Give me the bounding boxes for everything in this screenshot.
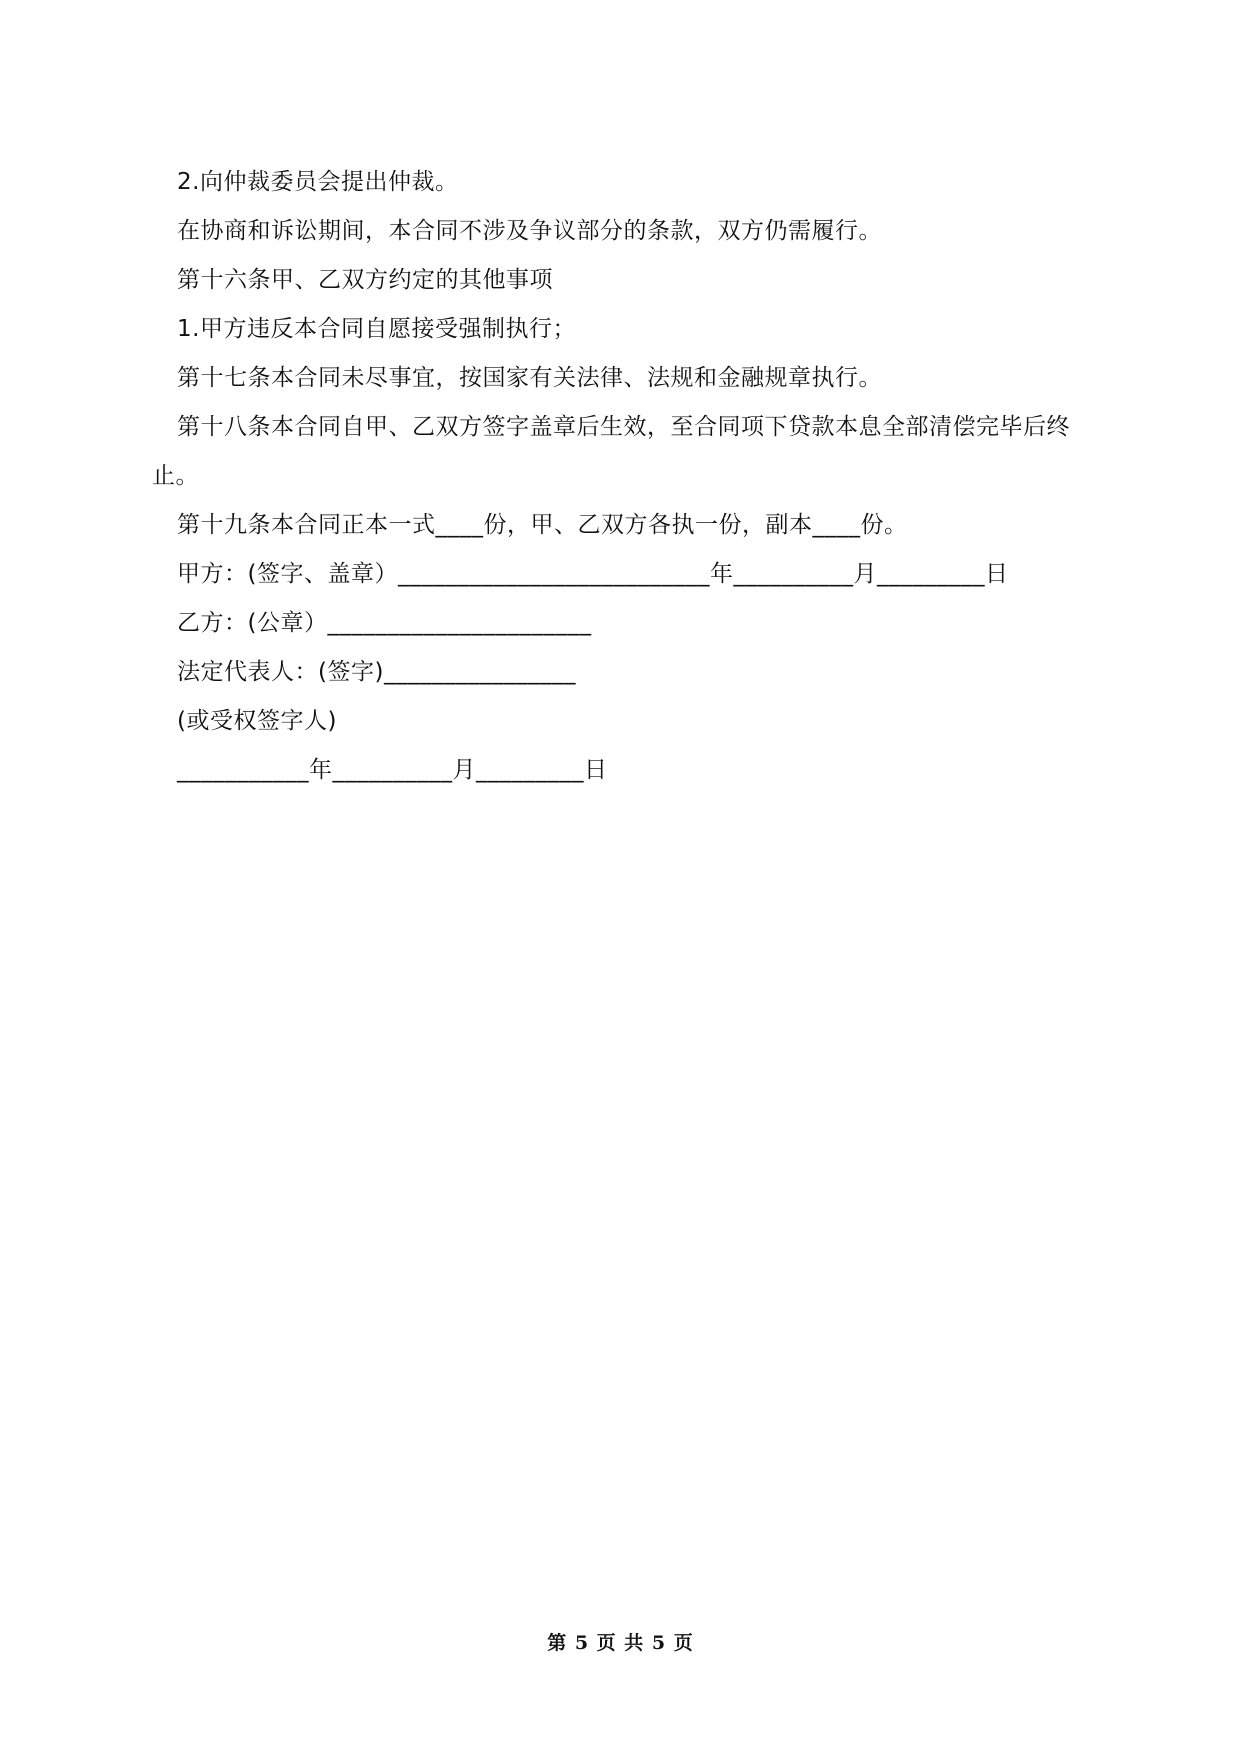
document-body (152, 158, 1092, 795)
paragraph-article-16-item-1: 1.甲方违反本合同自愿接受强制执行； (177, 316, 576, 342)
paragraph-article-16: 第十六条甲、乙双方约定的其他事项 (177, 267, 553, 293)
signature-date: ___________年__________月_________日 (177, 757, 608, 783)
paragraph-article-17: 第十七条本合同未尽事宜，按国家有关法律、法规和金融规章执行。 (177, 365, 882, 391)
signature-authorized-signer: (或受权签字人) (177, 708, 337, 734)
signature-party-a: 甲方：(签字、盖章）__________________________年__________月_________日 (177, 561, 1009, 587)
paragraph-article-19: 第十九条本合同正本一式____份，甲、乙双方各执一份，副本____份。 (177, 512, 908, 538)
signature-party-b: 乙方：(公章）______________________ (177, 610, 592, 636)
paragraph-arbitration: 2.向仲裁委员会提出仲裁。 (177, 169, 459, 195)
paragraph-performance-during-dispute: 在协商和诉讼期间，本合同不涉及争议部分的条款，双方仍需履行。 (177, 218, 882, 244)
signature-legal-representative: 法定代表人：(签字)________________ (177, 659, 576, 685)
paragraph-article-18: 第十八条本合同自甲、乙双方签字盖章后生效，至合同项下贷款本息全部清偿完毕后终止。 (152, 414, 1070, 489)
page-number-footer: 第 5 页 共 5 页 (547, 1632, 694, 1654)
